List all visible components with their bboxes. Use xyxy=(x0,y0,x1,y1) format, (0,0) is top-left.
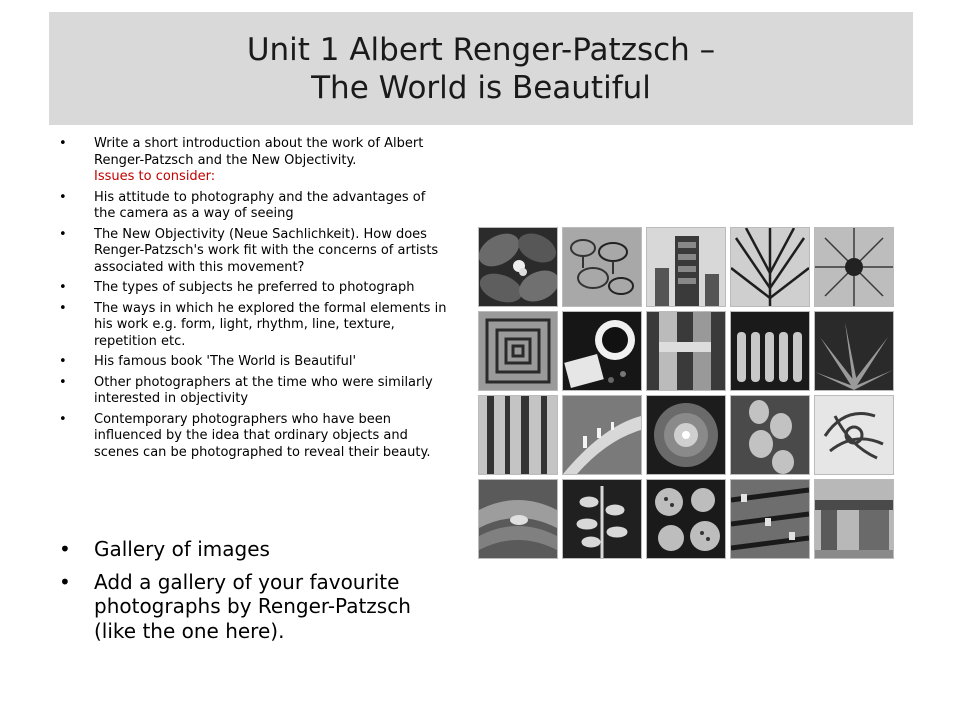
photo-stairwell xyxy=(479,312,557,390)
list-item xyxy=(55,190,450,223)
issues-highlight: Issues to consider: xyxy=(94,169,216,184)
list-item-text: Add a gallery of your favourite photographs by Renger-Patzsch (like the one here). xyxy=(94,569,411,643)
list-item xyxy=(55,570,455,644)
slide-title-line-1: Unit 1 Albert Renger-Patzsch – xyxy=(246,31,716,68)
list-item-text: The ways in which he explored the formal elements in his work e.g. form, light, rhythm, line, texture, repetition etc. xyxy=(94,300,447,349)
bullet-icon: • xyxy=(59,411,67,427)
list-item-text: Contemporary photographers who have been influenced by the idea that ordinary objects and scenes can be photographed to reveal their beauty. xyxy=(94,411,431,460)
list-item-text: His attitude to photography and the advantages of the camera as a way of seeing xyxy=(94,189,426,221)
photo-snake-skin xyxy=(479,480,557,558)
photo-dried-plant xyxy=(815,396,893,474)
photo-machine-parts xyxy=(731,480,809,558)
bullet-icon: • xyxy=(59,354,67,369)
list-item xyxy=(55,537,455,562)
photo-cactus xyxy=(647,396,725,474)
photo-tree-branches xyxy=(731,228,809,306)
list-item-text: Gallery of images xyxy=(94,537,270,561)
bullet-icon: • xyxy=(59,537,71,561)
title-bar xyxy=(49,12,913,125)
slide-title-line-2: The World is Beautiful xyxy=(311,69,651,106)
list-item xyxy=(55,375,450,408)
list-item xyxy=(55,280,450,297)
list-item-text: Write a short introduction about the work of Albert Renger-Patzsch and the New Objectivity. xyxy=(94,136,424,168)
photo-radial-flower xyxy=(815,228,893,306)
photo-concrete-building xyxy=(815,480,893,558)
photo-road-curve xyxy=(563,396,641,474)
bullet-icon: • xyxy=(59,136,67,151)
photo-foxglove xyxy=(731,396,809,474)
bullet-icon: • xyxy=(59,569,71,594)
photo-forest-trees xyxy=(479,396,557,474)
list-item xyxy=(55,136,450,186)
list-item-text: Other photographers at the time who were similarly interested in objectivity xyxy=(94,374,433,406)
photo-agave xyxy=(815,312,893,390)
list-item xyxy=(55,301,450,351)
gallery-task-list xyxy=(55,537,455,651)
photo-coffee-cup xyxy=(563,312,641,390)
list-item-text: His famous book 'The World is Beautiful' xyxy=(94,354,357,369)
list-item xyxy=(55,354,450,371)
photo-glassware xyxy=(563,228,641,306)
photo-factory-pipes xyxy=(647,312,725,390)
bullet-icon: • xyxy=(59,300,67,316)
list-item xyxy=(55,227,450,277)
bullet-icon: • xyxy=(59,280,67,295)
photo-industrial-tower xyxy=(647,228,725,306)
instruction-list xyxy=(55,136,450,465)
list-item-text: The types of subjects he preferred to photograph xyxy=(94,280,415,295)
list-item-text: The New Objectivity (Neue Sachlichkeit). How does Renger-Patzsch's work fit with the concerns of artists associated with this movement? xyxy=(94,226,439,275)
photo-branch-silhouette xyxy=(563,480,641,558)
list-item xyxy=(55,412,450,462)
photo-leaves xyxy=(479,228,557,306)
bullet-icon: • xyxy=(59,226,67,242)
photo-gallery xyxy=(476,225,896,561)
photo-shoe-lasts xyxy=(731,312,809,390)
photo-buttons xyxy=(647,480,725,558)
bullet-icon: • xyxy=(59,374,67,390)
bullet-icon: • xyxy=(59,189,67,205)
